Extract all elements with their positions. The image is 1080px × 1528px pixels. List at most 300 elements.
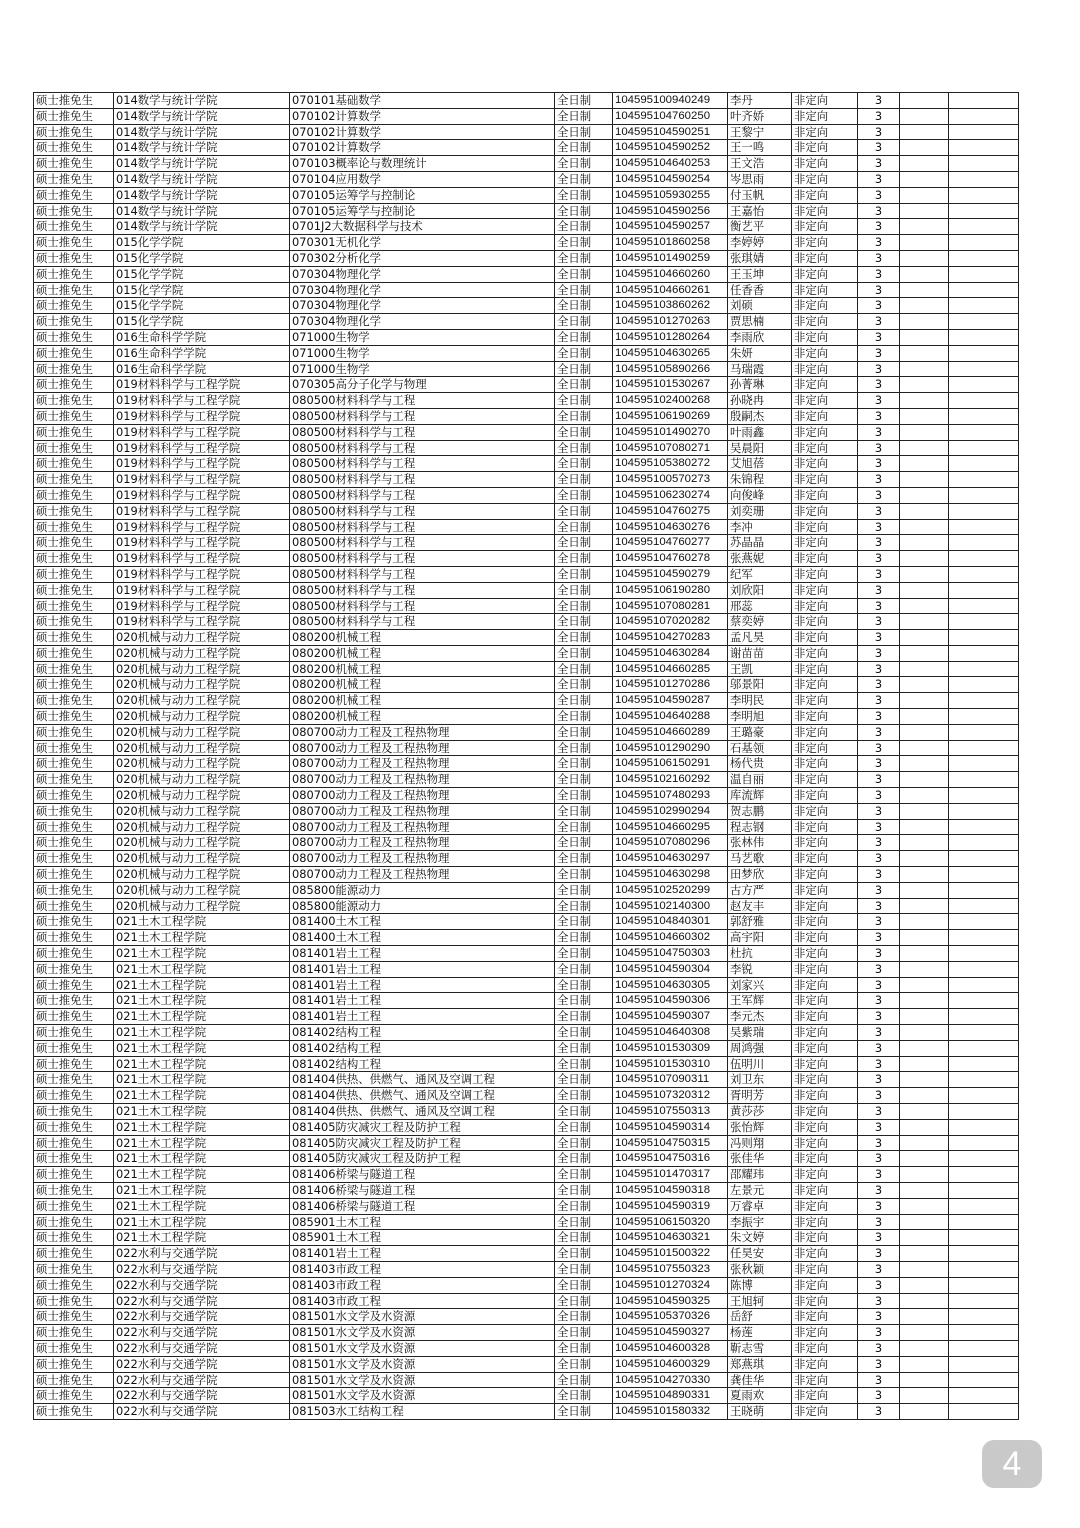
college-cell: 014数学与统计学院 [114,219,290,235]
college-cell: 021土木工程学院 [114,1167,290,1183]
major-cell: 081406桥梁与隧道工程 [290,1167,555,1183]
study-mode-cell: 全日制 [555,1293,613,1309]
student-type-cell: 硕士推免生 [34,930,114,946]
extra-cell-a [900,772,949,788]
extra-cell-b [949,361,1019,377]
orientation-cell: 非定向 [792,156,858,172]
student-type-cell: 硕士推免生 [34,1182,114,1198]
table-row [34,693,1019,709]
study-mode-cell: 全日制 [555,140,613,156]
extra-cell-b [949,535,1019,551]
college-cell: 019材料科学与工程学院 [114,393,290,409]
name-cell: 朱锦程 [728,472,792,488]
college-cell: 020机械与动力工程学院 [114,693,290,709]
exam-id-cell: 104595104890331 [613,1388,728,1404]
major-cell: 081403市政工程 [290,1277,555,1293]
extra-cell-b [949,108,1019,124]
name-cell: 刘卫东 [728,1072,792,1088]
name-cell: 岑思雨 [728,171,792,187]
major-cell: 080700动力工程及工程热物理 [290,819,555,835]
table-row [34,598,1019,614]
college-cell: 022水利与交通学院 [114,1340,290,1356]
table-row [34,914,1019,930]
extra-cell-b [949,835,1019,851]
major-cell: 080700动力工程及工程热物理 [290,756,555,772]
extra-cell-a [900,314,949,330]
major-cell: 081400土木工程 [290,930,555,946]
extra-cell-b [949,661,1019,677]
orientation-cell: 非定向 [792,661,858,677]
count-cell: 3 [858,693,900,709]
exam-id-cell: 104595102990294 [613,803,728,819]
college-cell: 015化学学院 [114,298,290,314]
student-type-cell: 硕士推免生 [34,1214,114,1230]
count-cell: 3 [858,472,900,488]
study-mode-cell: 全日制 [555,156,613,172]
student-type-cell: 硕士推免生 [34,819,114,835]
name-cell: 冯则翔 [728,1135,792,1151]
college-cell: 021土木工程学院 [114,914,290,930]
college-cell: 019材料科学与工程学院 [114,551,290,567]
name-cell: 伍明川 [728,1056,792,1072]
student-type-cell: 硕士推免生 [34,851,114,867]
study-mode-cell: 全日制 [555,788,613,804]
orientation-cell: 非定向 [792,203,858,219]
major-cell: 081400土木工程 [290,914,555,930]
table-row [34,156,1019,172]
count-cell: 3 [858,756,900,772]
college-cell: 014数学与统计学院 [114,108,290,124]
extra-cell-a [900,566,949,582]
count-cell: 3 [858,250,900,266]
orientation-cell: 非定向 [792,772,858,788]
student-type-cell: 硕士推免生 [34,1277,114,1293]
orientation-cell: 非定向 [792,1277,858,1293]
orientation-cell: 非定向 [792,551,858,567]
extra-cell-a [900,756,949,772]
table-row [34,1309,1019,1325]
orientation-cell: 非定向 [792,1309,858,1325]
extra-cell-b [949,93,1019,109]
orientation-cell: 非定向 [792,1056,858,1072]
extra-cell-b [949,1135,1019,1151]
name-cell: 王旭轲 [728,1293,792,1309]
table-row [34,298,1019,314]
college-cell: 019材料科学与工程学院 [114,472,290,488]
college-cell: 022水利与交通学院 [114,1325,290,1341]
name-cell: 孙晓冉 [728,393,792,409]
study-mode-cell: 全日制 [555,1056,613,1072]
name-cell: 邵耀玮 [728,1167,792,1183]
count-cell: 3 [858,1277,900,1293]
count-cell: 3 [858,1261,900,1277]
extra-cell-b [949,282,1019,298]
college-cell: 019材料科学与工程学院 [114,440,290,456]
extra-cell-a [900,329,949,345]
name-cell: 古方严 [728,882,792,898]
name-cell: 温自丽 [728,772,792,788]
study-mode-cell: 全日制 [555,456,613,472]
extra-cell-b [949,772,1019,788]
count-cell: 3 [858,124,900,140]
name-cell: 万睿卓 [728,1198,792,1214]
name-cell: 李元杰 [728,1009,792,1025]
extra-cell-b [949,961,1019,977]
extra-cell-a [900,1246,949,1262]
major-cell: 081404供热、供燃气、通风及空调工程 [290,1104,555,1120]
college-cell: 020机械与动力工程学院 [114,756,290,772]
student-type-cell: 硕士推免生 [34,1246,114,1262]
extra-cell-b [949,250,1019,266]
major-cell: 080500材料科学与工程 [290,535,555,551]
college-cell: 020机械与动力工程学院 [114,819,290,835]
orientation-cell: 非定向 [792,740,858,756]
exam-id-cell: 104595106150291 [613,756,728,772]
orientation-cell: 非定向 [792,677,858,693]
exam-id-cell: 104595104760250 [613,108,728,124]
count-cell: 3 [858,724,900,740]
orientation-cell: 非定向 [792,266,858,282]
college-cell: 020机械与动力工程学院 [114,677,290,693]
table-row [34,724,1019,740]
count-cell: 3 [858,851,900,867]
orientation-cell: 非定向 [792,329,858,345]
orientation-cell: 非定向 [792,1372,858,1388]
student-type-cell: 硕士推免生 [34,503,114,519]
count-cell: 3 [858,551,900,567]
major-cell: 070301无机化学 [290,235,555,251]
study-mode-cell: 全日制 [555,250,613,266]
student-type-cell: 硕士推免生 [34,1009,114,1025]
count-cell: 3 [858,614,900,630]
major-cell: 081402结构工程 [290,1056,555,1072]
exam-id-cell: 104595107080296 [613,835,728,851]
exam-id-cell: 104595102520299 [613,882,728,898]
name-cell: 张佳华 [728,1151,792,1167]
table-row [34,456,1019,472]
major-cell: 080500材料科学与工程 [290,503,555,519]
count-cell: 3 [858,630,900,646]
college-cell: 019材料科学与工程学院 [114,519,290,535]
exam-id-cell: 104595101490270 [613,424,728,440]
name-cell: 孙菁琳 [728,377,792,393]
table-body [34,93,1019,1420]
count-cell: 3 [858,709,900,725]
table-row [34,898,1019,914]
study-mode-cell: 全日制 [555,566,613,582]
major-cell: 081404供热、供燃气、通风及空调工程 [290,1072,555,1088]
extra-cell-b [949,408,1019,424]
orientation-cell: 非定向 [792,1104,858,1120]
name-cell: 杨代贵 [728,756,792,772]
name-cell: 库流辉 [728,788,792,804]
orientation-cell: 非定向 [792,614,858,630]
exam-id-cell: 104595101290290 [613,740,728,756]
extra-cell-a [900,1293,949,1309]
college-cell: 020机械与动力工程学院 [114,661,290,677]
study-mode-cell: 全日制 [555,977,613,993]
exam-id-cell: 104595104630276 [613,519,728,535]
count-cell: 3 [858,1388,900,1404]
student-type-cell: 硕士推免生 [34,1325,114,1341]
college-cell: 021土木工程学院 [114,1040,290,1056]
exam-id-cell: 104595104760275 [613,503,728,519]
extra-cell-b [949,851,1019,867]
exam-id-cell: 104595104590252 [613,140,728,156]
study-mode-cell: 全日制 [555,724,613,740]
extra-cell-b [949,266,1019,282]
student-type-cell: 硕士推免生 [34,1356,114,1372]
study-mode-cell: 全日制 [555,930,613,946]
study-mode-cell: 全日制 [555,851,613,867]
student-type-cell: 硕士推免生 [34,614,114,630]
exam-id-cell: 104595104640288 [613,709,728,725]
exam-id-cell: 104595104590327 [613,1325,728,1341]
college-cell: 016生命科学学院 [114,329,290,345]
table-row [34,124,1019,140]
extra-cell-a [900,867,949,883]
study-mode-cell: 全日制 [555,1388,613,1404]
extra-cell-a [900,1119,949,1135]
college-cell: 019材料科学与工程学院 [114,408,290,424]
major-cell: 081404供热、供燃气、通风及空调工程 [290,1088,555,1104]
extra-cell-a [900,1167,949,1183]
extra-cell-b [949,187,1019,203]
count-cell: 3 [858,1167,900,1183]
count-cell: 3 [858,519,900,535]
exam-id-cell: 104595107320312 [613,1088,728,1104]
extra-cell-a [900,709,949,725]
college-cell: 019材料科学与工程学院 [114,424,290,440]
exam-id-cell: 104595101270324 [613,1277,728,1293]
major-cell: 081501水文学及水资源 [290,1356,555,1372]
exam-id-cell: 104595104600328 [613,1340,728,1356]
study-mode-cell: 全日制 [555,1372,613,1388]
count-cell: 3 [858,298,900,314]
extra-cell-a [900,882,949,898]
extra-cell-b [949,709,1019,725]
major-cell: 081501水文学及水资源 [290,1309,555,1325]
exam-id-cell: 104595104590318 [613,1182,728,1198]
count-cell: 3 [858,1230,900,1246]
count-cell: 3 [858,487,900,503]
study-mode-cell: 全日制 [555,472,613,488]
count-cell: 3 [858,171,900,187]
orientation-cell: 非定向 [792,867,858,883]
name-cell: 张怡辉 [728,1119,792,1135]
study-mode-cell: 全日制 [555,835,613,851]
table-row [34,1230,1019,1246]
count-cell: 3 [858,1088,900,1104]
study-mode-cell: 全日制 [555,677,613,693]
extra-cell-a [900,630,949,646]
extra-cell-a [900,1198,949,1214]
table-row [34,977,1019,993]
college-cell: 014数学与统计学院 [114,156,290,172]
major-cell: 080700动力工程及工程热物理 [290,851,555,867]
name-cell: 高宇阳 [728,930,792,946]
table-row [34,329,1019,345]
extra-cell-a [900,1135,949,1151]
exam-id-cell: 104595104600329 [613,1356,728,1372]
table-row [34,582,1019,598]
orientation-cell: 非定向 [792,1325,858,1341]
count-cell: 3 [858,566,900,582]
exam-id-cell: 104595101860258 [613,235,728,251]
major-cell: 080500材料科学与工程 [290,598,555,614]
study-mode-cell: 全日制 [555,361,613,377]
extra-cell-a [900,1104,949,1120]
extra-cell-a [900,645,949,661]
extra-cell-b [949,1325,1019,1341]
student-type-cell: 硕士推免生 [34,93,114,109]
major-cell: 081405防灾减灾工程及防护工程 [290,1135,555,1151]
exam-id-cell: 104595104590314 [613,1119,728,1135]
table-row [34,1388,1019,1404]
student-type-cell: 硕士推免生 [34,645,114,661]
orientation-cell: 非定向 [792,487,858,503]
name-cell: 吴晨阳 [728,440,792,456]
major-cell: 070105运筹学与控制论 [290,187,555,203]
name-cell: 王一鸣 [728,140,792,156]
count-cell: 3 [858,203,900,219]
table-row [34,551,1019,567]
name-cell: 邬景阳 [728,677,792,693]
major-cell: 080500材料科学与工程 [290,487,555,503]
student-type-cell: 硕士推免生 [34,235,114,251]
exam-id-cell: 104595101530309 [613,1040,728,1056]
orientation-cell: 非定向 [792,298,858,314]
orientation-cell: 非定向 [792,1009,858,1025]
count-cell: 3 [858,456,900,472]
student-type-cell: 硕士推免生 [34,1388,114,1404]
college-cell: 019材料科学与工程学院 [114,535,290,551]
major-cell: 080500材料科学与工程 [290,393,555,409]
extra-cell-a [900,851,949,867]
extra-cell-b [949,1025,1019,1041]
extra-cell-b [949,393,1019,409]
study-mode-cell: 全日制 [555,203,613,219]
major-cell: 080500材料科学与工程 [290,424,555,440]
college-cell: 016生命科学学院 [114,345,290,361]
student-type-cell: 硕士推免生 [34,377,114,393]
exam-id-cell: 104595104660285 [613,661,728,677]
exam-id-cell: 104595105370326 [613,1309,728,1325]
table-row [34,1372,1019,1388]
table-row [34,772,1019,788]
college-cell: 019材料科学与工程学院 [114,582,290,598]
table-row [34,819,1019,835]
extra-cell-b [949,219,1019,235]
count-cell: 3 [858,1056,900,1072]
name-cell: 王凯 [728,661,792,677]
extra-cell-b [949,156,1019,172]
extra-cell-a [900,408,949,424]
major-cell: 080200机械工程 [290,709,555,725]
name-cell: 刘奕珊 [728,503,792,519]
table-row [34,630,1019,646]
exam-id-cell: 104595101470317 [613,1167,728,1183]
college-cell: 019材料科学与工程学院 [114,377,290,393]
table-row [34,930,1019,946]
study-mode-cell: 全日制 [555,487,613,503]
name-cell: 陈博 [728,1277,792,1293]
student-type-cell: 硕士推免生 [34,1293,114,1309]
study-mode-cell: 全日制 [555,756,613,772]
name-cell: 张琪婧 [728,250,792,266]
extra-cell-a [900,1309,949,1325]
orientation-cell: 非定向 [792,788,858,804]
student-type-cell: 硕士推免生 [34,1167,114,1183]
name-cell: 朱妍 [728,345,792,361]
college-cell: 022水利与交通学院 [114,1261,290,1277]
extra-cell-b [949,898,1019,914]
count-cell: 3 [858,1040,900,1056]
exam-id-cell: 104595104660261 [613,282,728,298]
major-cell: 080700动力工程及工程热物理 [290,835,555,851]
orientation-cell: 非定向 [792,882,858,898]
college-cell: 021土木工程学院 [114,1104,290,1120]
major-cell: 070104应用数学 [290,171,555,187]
student-type-cell: 硕士推免生 [34,171,114,187]
count-cell: 3 [858,108,900,124]
extra-cell-b [949,1356,1019,1372]
count-cell: 3 [858,1309,900,1325]
name-cell: 叶齐娇 [728,108,792,124]
study-mode-cell: 全日制 [555,645,613,661]
extra-cell-b [949,456,1019,472]
extra-cell-a [900,661,949,677]
exam-id-cell: 104595104630284 [613,645,728,661]
college-cell: 021土木工程学院 [114,1182,290,1198]
major-cell: 080700动力工程及工程热物理 [290,740,555,756]
extra-cell-b [949,1230,1019,1246]
college-cell: 021土木工程学院 [114,946,290,962]
study-mode-cell: 全日制 [555,93,613,109]
major-cell: 081406桥梁与隧道工程 [290,1198,555,1214]
orientation-cell: 非定向 [792,566,858,582]
extra-cell-b [949,724,1019,740]
table-row [34,377,1019,393]
table-row [34,1214,1019,1230]
college-cell: 020机械与动力工程学院 [114,772,290,788]
study-mode-cell: 全日制 [555,882,613,898]
study-mode-cell: 全日制 [555,709,613,725]
extra-cell-a [900,519,949,535]
extra-cell-b [949,867,1019,883]
orientation-cell: 非定向 [792,1182,858,1198]
table-row [34,1261,1019,1277]
extra-cell-a [900,377,949,393]
page-number-badge: 4 [982,1440,1042,1488]
table-row [34,645,1019,661]
exam-id-cell: 104595104590304 [613,961,728,977]
student-type-cell: 硕士推免生 [34,582,114,598]
count-cell: 3 [858,235,900,251]
student-type-cell: 硕士推免生 [34,298,114,314]
major-cell: 071000生物学 [290,329,555,345]
college-cell: 020机械与动力工程学院 [114,645,290,661]
student-type-cell: 硕士推免生 [34,361,114,377]
study-mode-cell: 全日制 [555,535,613,551]
table-row [34,219,1019,235]
orientation-cell: 非定向 [792,408,858,424]
major-cell: 080500材料科学与工程 [290,408,555,424]
study-mode-cell: 全日制 [555,171,613,187]
name-cell: 叶雨鑫 [728,424,792,440]
major-cell: 085800能源动力 [290,898,555,914]
extra-cell-b [949,614,1019,630]
